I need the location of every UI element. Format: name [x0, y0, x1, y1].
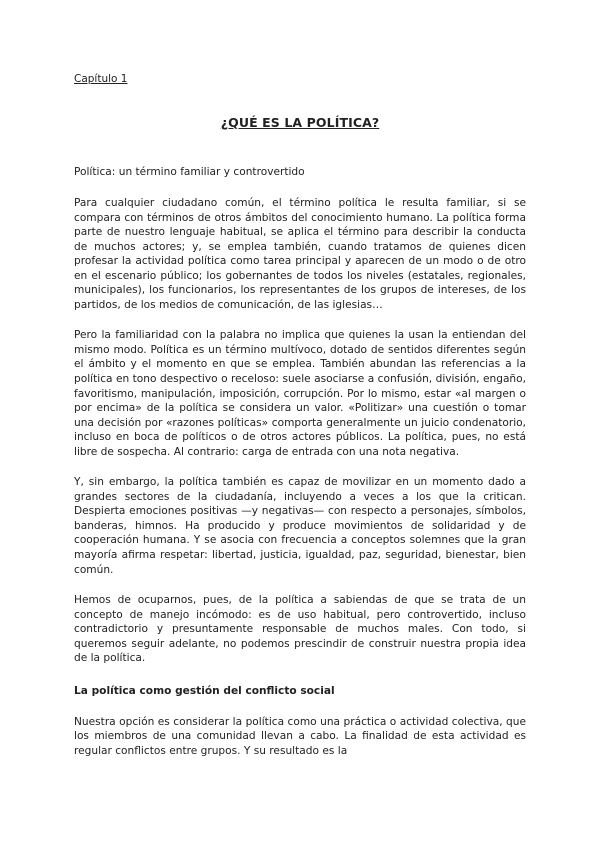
paragraph-5: Nuestra opción es considerar la política como una práctica o actividad colectiva, que los miembros de una comunidad llevan a cabo. La finalidad de esta actividad es regular conflictos entre grupos. Y su resultado es la: [74, 715, 526, 757]
paragraph-3: Y, sin embargo, la política también es capaz de movilizar en un momento dado a grandes sectores de la ciudadanía, incluyendo a veces a los que la critican. Despierta emociones positivas —y negativas— con respecto a personajes, símbolos, banderas, himnos. Ha producido y produce movimientos de solidaridad y de cooperación humana. Y se asocia con frecuencia a conceptos solemnes que la gran mayoría afirma respetar: libertad, justicia, igualdad, paz, seguridad, bienestar, bien común.: [74, 476, 526, 576]
paragraph-2: Pero la familiaridad con la palabra no implica que quienes la usan la entiendan del mismo modo. Política es un término multívoco, dotado de sentidos diferentes según el ámbito y el momento en que se emplea. También abundan las referencias a la política en tono despectivo o receloso: suele asociarse a confusión, división, engaño, favoritismo, manipulación, imposición, corrupción. Por lo mismo, estar «al margen o por encima» de la política se considera un valor. «Politizar» una cuestión o tomar una decisión por «razones políticas» comporta generalmente un juicio condenatorio, incluso en boca de políticos o de otros actores públicos. La política, pues, no está libre de sospecha. Al contrario: carga de entrada con una nota negativa.: [74, 329, 526, 458]
paragraph-1: Para cualquier ciudadano común, el término política le resulta familiar, si se compara con términos de otros ámbitos del conocimiento humano. La política forma parte de nuestro lenguaje habitual, se aplica el término para describir la conducta de muchos actores; y, se emplea también, cuando tratamos de quienes dicen profesar la actividad política como tarea principal y aparecen de un modo o de otro en el escenario público; los gobernantes de todos los niveles (estatales, regionales, municipales), los funcionarios, los representantes de los grupos de intereses, de los partidos, de los medios de comunicación, de las iglesias…: [74, 197, 526, 311]
paragraph-4: Hemos de ocuparnos, pues, de la política a sabiendas de que se trata de un concepto de manejo incómodo: es de uso habitual, pero controvertido, incluso contradictorio y presuntamente responsable de muchos males. Con todo, si queremos seguir adelante, no podemos prescindir de construir nuestra propia idea de la política.: [74, 594, 526, 665]
chapter-label: Capítulo 1: [74, 73, 128, 85]
page-title: ¿QUÉ ES LA POLÍTICA?: [220, 115, 380, 130]
section-subtitle: Política: un término familiar y controvertido: [74, 166, 305, 178]
section-heading: La política como gestión del conflicto social: [74, 684, 335, 697]
